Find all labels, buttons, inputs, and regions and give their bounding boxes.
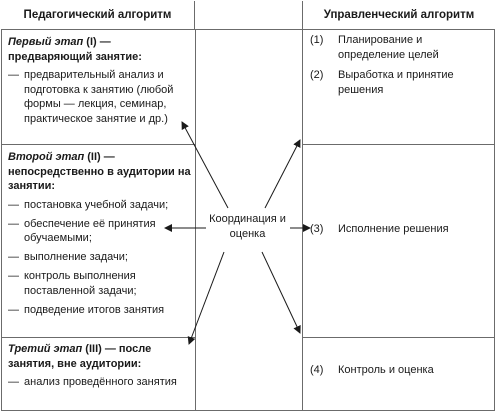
stage-3-title-italic: Третий этап: [8, 343, 83, 355]
stage-2-item: — постановка учебной задачи;: [8, 198, 192, 213]
management-num: (3): [310, 223, 324, 235]
stage-3-title-rest: (III) — после занятия, вне аудитории:: [8, 343, 152, 370]
management-text: Выработка и принятие решения: [338, 69, 454, 96]
arrow-to-stage-1: [182, 122, 228, 208]
stage-2-item: — подведение итогов занятия: [8, 303, 192, 318]
coordination-label: Координация и оценка: [206, 212, 289, 242]
stage-2-item: — выполнение задачи;: [8, 250, 192, 265]
stage-2-title-italic: Второй этап: [8, 151, 85, 163]
stage-3-item: — анализ проведённого занятия: [8, 375, 192, 390]
header-managerial: Управленческий алгоритм: [302, 1, 495, 30]
stage-1-item: — предварительный анализ и подготовка к занятию (любой формы — лекция, семинар, практическое занятие и др.): [8, 68, 192, 126]
stage-1-title-rest: (I) — предваряющий занятие:: [8, 36, 142, 63]
management-num: (2): [310, 69, 324, 81]
header-pedagogical: Педагогический алгоритм: [1, 1, 195, 30]
management-num: (1): [310, 34, 324, 46]
management-text: Исполнение решения: [338, 223, 449, 235]
management-num: (4): [310, 364, 324, 376]
management-text: Планирование и определение целей: [338, 34, 439, 61]
arrow-to-control: [262, 252, 300, 333]
stage-2-title-rest: (II) — непосредственно в аудитории на занятии:: [8, 151, 191, 192]
stage-2-item: — обеспечение её принятия обучаемыми;: [8, 217, 192, 246]
arrow-to-stage-3: [189, 252, 224, 344]
management-text: Контроль и оценка: [338, 364, 434, 376]
arrow-to-planning: [265, 140, 300, 208]
stage-2-item: — контроль выполнения поставленной задачи;: [8, 269, 192, 298]
stage-1-title-italic: Первый этап: [8, 36, 84, 48]
